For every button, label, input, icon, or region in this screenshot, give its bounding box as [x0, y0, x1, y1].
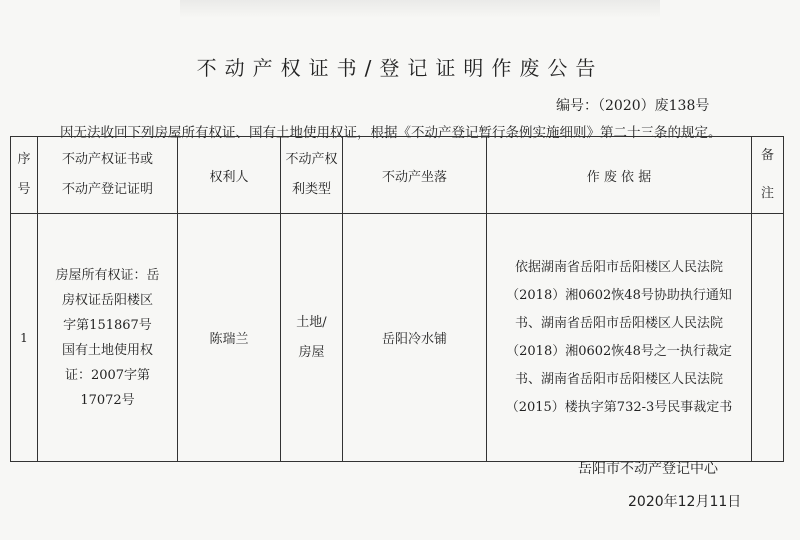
document-number: 编号：（2020）废138号 — [556, 98, 710, 114]
scan-bleed — [180, 0, 660, 18]
table-header-row — [11, 137, 784, 214]
header-index: 序 号 — [11, 137, 38, 214]
header-holder: 权利人 — [178, 137, 281, 214]
row-type: 土地/ 房屋 — [281, 214, 343, 462]
header-location: 不动产坐落 — [343, 137, 487, 214]
table-row — [11, 214, 784, 462]
header-note: 备 注 — [752, 137, 784, 214]
row-cert: 房屋所有权证：岳 房权证岳阳楼区 字第151867号 国有土地使用权 证：2007字第 17072号 — [38, 214, 178, 462]
void-table — [10, 136, 784, 462]
row-location: 岳阳冷水铺 — [343, 214, 487, 462]
header-basis: 作 废 依 据 — [487, 137, 752, 214]
issuer: 岳阳市不动产登记中心 — [578, 461, 718, 477]
row-index: 1 — [11, 214, 38, 462]
row-note — [752, 214, 784, 462]
row-holder: 陈瑞兰 — [178, 214, 281, 462]
header-type: 不动产权 利类型 — [281, 137, 343, 214]
header-cert: 不动产权证书或 不动产登记证明 — [38, 137, 178, 214]
intro-text: 因无法收回下列房屋所有权证、国有土地使用权证，根据《不动产登记暂行条例实施细则》第二十三条的规定。 — [60, 125, 722, 141]
issue-date: 2020年12月11日 — [628, 494, 742, 510]
page-title: 不动产权证书/登记证明作废公告 — [196, 56, 604, 80]
row-basis: 依据湖南省岳阳市岳阳楼区人民法院 （2018）湘0602恢48号协助执行通知 书、湖南省岳阳市岳阳楼区人民法院 （2018）湘0602恢48号之一执行裁定 书、湖南省岳阳市岳阳楼区人民法院 （2015）楼执字第732-3号民事裁定书 — [487, 214, 752, 462]
